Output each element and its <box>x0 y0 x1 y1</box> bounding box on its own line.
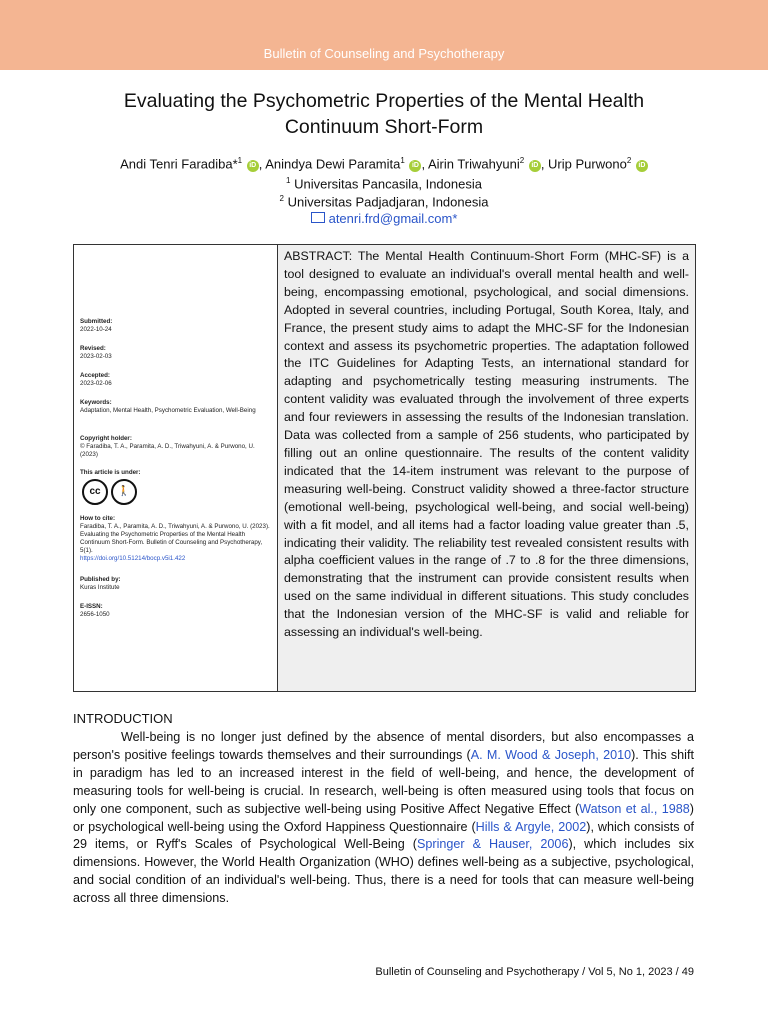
cc-license-badge[interactable] <box>82 479 140 505</box>
abstract-column <box>278 245 695 691</box>
abstract <box>284 248 689 642</box>
mail-icon <box>311 212 325 223</box>
license-label: This article is under: <box>80 469 141 476</box>
eissn-label: E-ISSN: <box>80 603 103 610</box>
orcid-icon[interactable]: iD <box>529 160 541 172</box>
orcid-icon[interactable]: iD <box>636 160 648 172</box>
intro-text: ), which includes six dimensions. However, the World Health Organization (WHO) defines well-being as a subjective, psychological, and social condition of an individual's well-being. Thus, there is a need for tools that can measure well-being across all three dimensions. <box>73 837 694 906</box>
intro-text: Well-being is no longer just defined by the absence of mental disorders, but also encompasses a person's positive feelings towards themselves and their surroundings ( <box>73 730 694 762</box>
submitted-date: 2022-10-24 <box>80 326 112 333</box>
revised-label: Revised: <box>80 345 106 352</box>
publisher-name: Kuras Institute <box>80 584 120 591</box>
submitted-label: Submitted: <box>80 318 113 325</box>
affiliation-sup: 1 <box>286 176 291 185</box>
affiliation <box>0 194 768 209</box>
cite-label: How to cite: <box>80 515 116 522</box>
citation-link[interactable]: Hills & Argyle, 2002 <box>475 819 587 834</box>
author-name: Anindya Dewi Paramita <box>265 156 401 172</box>
paper-title: Evaluating the Psychometric Properties of the Mental Health Continuum Short-Form <box>123 90 645 138</box>
author-sup: 2 <box>626 156 632 165</box>
author-name: Airin Triwahyuni <box>427 156 520 172</box>
abstract-text: : The Mental Health Continuum-Short Form (MHC-SF) is a tool designed to evaluate an individual's overall mental health and well-being, encompassing emotional, psychological, and social dimensions. Adopted in several countries, including Portugal, South Korea, Italy, and France, the present study aims to adapt the MHC-SF for the Indonesian context and assess its psychometric properties. The adaptation followed the ITC Guidelines for Adapting Tests, an international standard for adapting and psychometrically testing measuring instruments. The content validity was evaluated through the involvement of three experts and four reviewers in assessing the results of the Indonesian translation. Data was collected from a sample of 256 students, who participated by filling out an online questionnaire. The results of the content validity indicated that the 14-item instrument was relevant to the purpose of measuring well-being. Construct validity showed a three-factor structure (emotional well-being, psychological well-being, and social well-being) with a fit model, and all items had a factor loading value greater than .5, indicating their validity. The reliability test revealed consistent results with alpha coefficient values in the range of .7 to .8 for the three dimensions, demonstrating that the instrument can provide consistent results when used on the same individual in different situations. This study concludes that the Indonesian version of the MHC-SF is valid and reliable for assessing an individual's well-being. <box>284 249 689 640</box>
keywords-text: Adaptation, Mental Health, Psychometric Evaluation, Well-Being <box>80 407 256 414</box>
intro-text: ) or psychological well-being using the Oxford Happiness Questionnaire ( <box>73 801 694 834</box>
intro-text: ), which consists of 29 items, or Ryff's Scales of Psychological Well-Being ( <box>73 819 695 852</box>
article-meta-column <box>74 245 278 691</box>
citation-link[interactable]: Springer & Hauser, 2006 <box>416 837 569 852</box>
author-sup: 1 <box>400 156 405 165</box>
keywords-label: Keywords: <box>80 399 112 406</box>
accepted-label: Accepted: <box>80 372 110 379</box>
submitted-info <box>80 318 270 334</box>
citation-link[interactable]: Watson et al., 1988 <box>579 801 690 816</box>
citation-link[interactable]: A. M. Wood & Joseph, 2010 <box>470 747 632 762</box>
affiliation-text: Universitas Padjadjaran, Indonesia <box>287 194 489 210</box>
email-link[interactable]: atenri.frd@gmail.com* <box>328 211 458 226</box>
keywords-info <box>80 399 270 415</box>
revised-date: 2023-02-03 <box>80 353 112 360</box>
author-sup: 1 <box>237 156 243 165</box>
email-line <box>0 211 768 226</box>
journal-name: Bulletin of Counseling and Psychotherapy <box>263 46 505 61</box>
cc-icon: cc <box>82 479 108 505</box>
orcid-icon[interactable]: iD <box>409 160 421 172</box>
author-list: Andi Tenri Faradiba*$^1$ iD , Anindya Dewi Paramita$^1$ iD , Airin Triwahyuni$^2$ iD , Urip Purwono$^2$ iD <box>0 156 768 172</box>
affiliation <box>0 176 768 191</box>
accepted-info <box>80 372 270 388</box>
affiliation-text: Universitas Pancasila, Indonesia <box>294 176 482 192</box>
affiliation-sup: 2 <box>279 194 284 203</box>
revised-info <box>80 345 270 361</box>
publisher-info <box>80 576 270 592</box>
copyright-info <box>80 435 270 459</box>
journal-banner <box>0 0 768 70</box>
license-info <box>80 469 270 477</box>
author-name: Andi Tenri Faradiba* <box>120 156 238 172</box>
introduction-heading: INTRODUCTION <box>73 711 173 726</box>
published-label: Published by: <box>80 576 121 583</box>
page-footer: Bulletin of Counseling and Psychotherapy / Vol 5, No 1, 2023 / 49 <box>375 966 694 978</box>
author-name: Urip Purwono <box>548 156 627 172</box>
cite-text: Faradiba, T. A., Paramita, A. D., Triwahyuni, A. & Purwono, U. (2023). Evaluating the Psychometric Properties of the Mental Health Continuum Short-Form. Bulletin of Counseling and Psychotherapy, 5(1). <box>80 523 270 554</box>
author-sup: 2 <box>519 156 525 165</box>
eissn-value: 2656-1050 <box>80 611 110 618</box>
orcid-icon[interactable]: iD <box>247 160 259 172</box>
abstract-label: ABSTRACT <box>284 249 349 263</box>
copyright-label: Copyright holder: <box>80 435 132 442</box>
article-info-box <box>73 244 696 692</box>
doi-link[interactable]: https://doi.org/10.51214/bocp.v5i1.422 <box>80 555 186 562</box>
eissn-info <box>80 603 270 619</box>
introduction-paragraph <box>73 729 694 908</box>
copyright-text: © Faradiba, T. A., Paramita, A. D., Triwahyuni, A. & Purwono, U. (2023) <box>80 443 255 458</box>
citation-info <box>80 515 270 563</box>
intro-text: ). This shift in paradigm has led to an increased interest in the field of well-being, and hence, the development of measuring tools for well-being is crucial. In research, well-being is often measured using tools that focus on only one component, such as subjective well-being using Positive Affect Negative Effect ( <box>73 747 694 816</box>
attribution-icon: 🚶 <box>111 479 137 505</box>
accepted-date: 2023-02-06 <box>80 380 112 387</box>
